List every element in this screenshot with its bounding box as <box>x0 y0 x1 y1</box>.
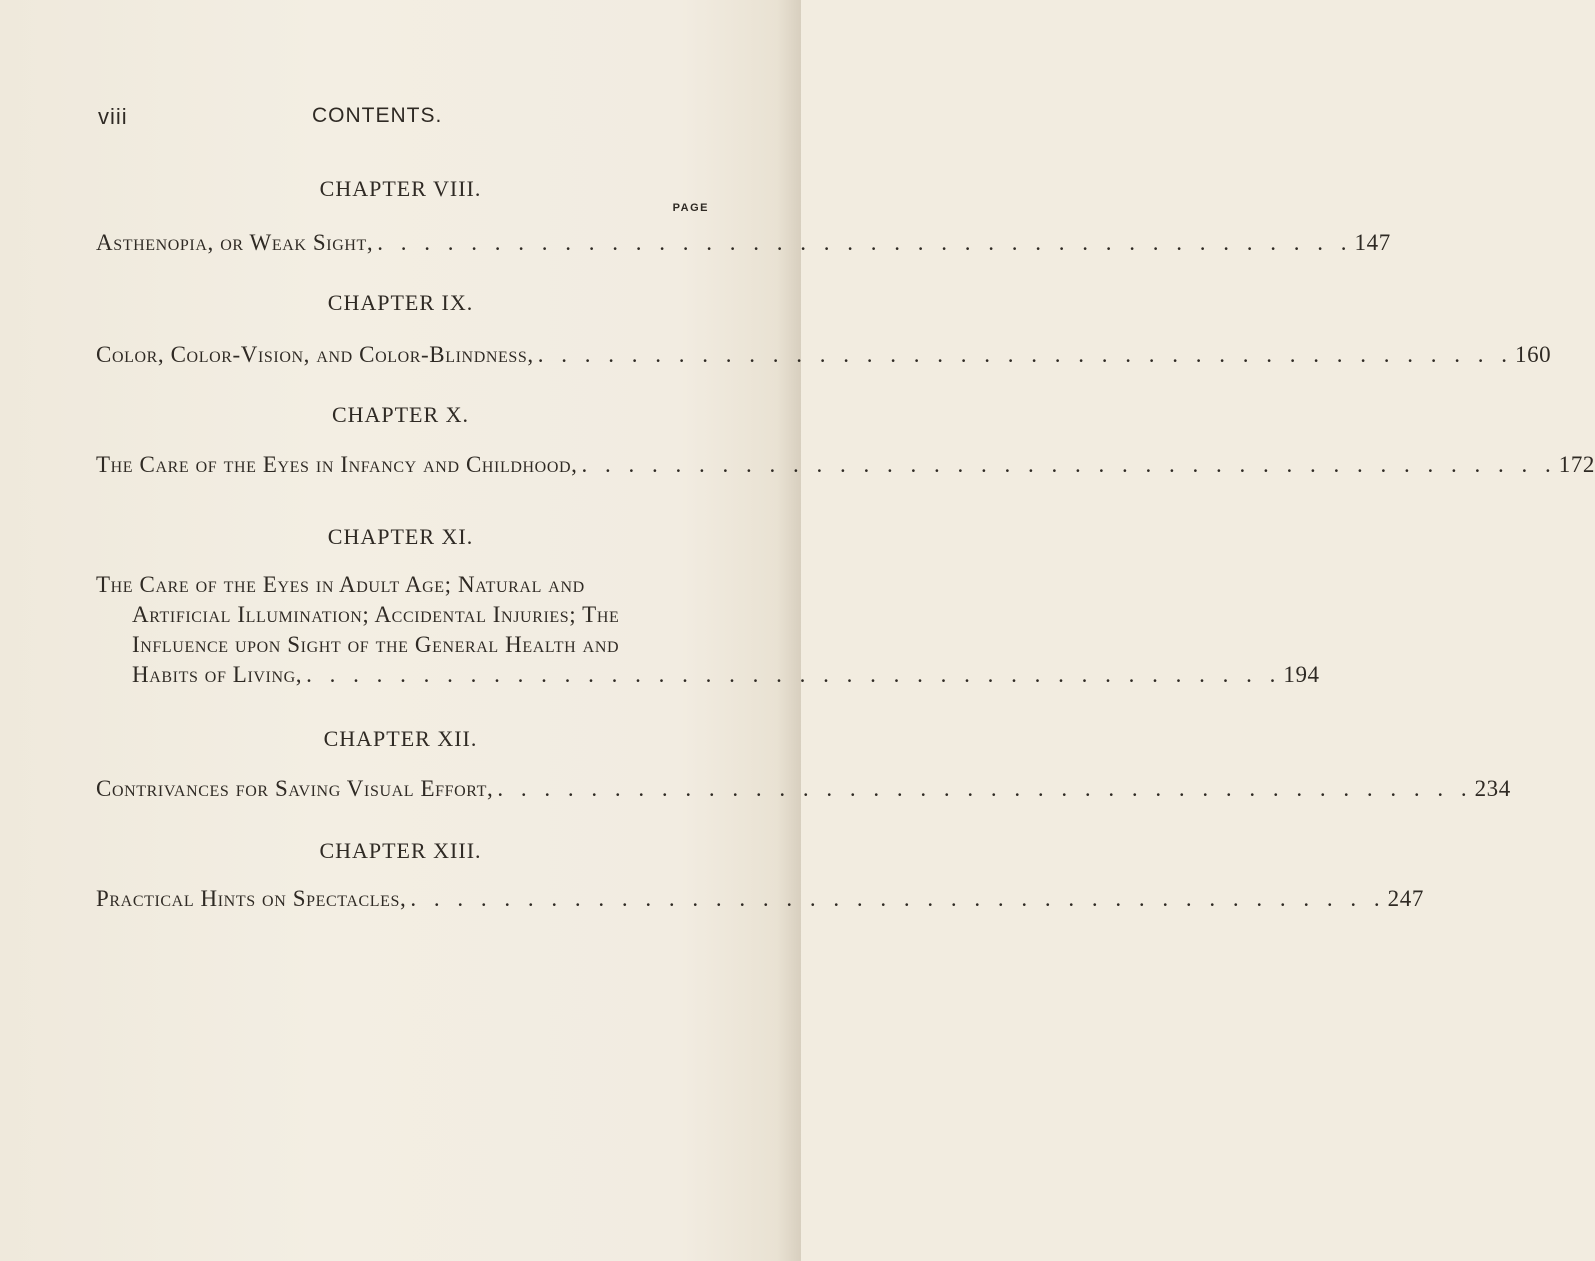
entry-title-line: Artificial Illumination; Accidental Injuries; The <box>132 602 620 627</box>
entry-title: Practical Hints on Spectacles, <box>96 886 407 911</box>
page-header <box>98 104 698 134</box>
chapter-heading: CHAPTER X. <box>331 402 470 427</box>
toc-entry <box>96 774 1511 804</box>
entry-title: Habits of Living, <box>132 662 303 687</box>
toc-entry <box>96 228 1391 258</box>
chapter-heading: CHAPTER VIII. <box>319 176 482 201</box>
toc-entry <box>96 340 1552 370</box>
entry-page-number: 247 <box>1387 886 1424 911</box>
chapter-heading: CHAPTER XIII. <box>319 838 482 863</box>
dot-leader: . . . . . . . . . . . . . . . . . . . . . . . . . . . . . . . . . . . . . . . . . . <box>410 886 1386 911</box>
dot-leader: . . . . . . . . . . . . . . . . . . . . . . . . . . . . . . . . . . . . . . . . . . <box>306 662 1282 687</box>
toc-entry <box>96 570 1320 690</box>
entry-page-number: 234 <box>1474 776 1511 801</box>
chapter-heading: CHAPTER XII. <box>323 726 478 751</box>
entry-title: Color, Color-Vision, and Color-Blindness, <box>96 342 534 367</box>
toc-entry <box>96 450 1595 480</box>
entry-page-number: 147 <box>1354 230 1391 255</box>
entry-title: The Care of the Eyes in Infancy and Childhood, <box>96 452 578 477</box>
dot-leader: . . . . . . . . . . . . . . . . . . . . . . . . . . . . . . . . . . . . . . . . . . <box>377 230 1353 255</box>
dot-leader: . . . . . . . . . . . . . . . . . . . . . . . . . . . . . . . . . . . . . . . . . . <box>497 776 1473 801</box>
entry-title: Asthenopia, or Weak Sight, <box>96 230 374 255</box>
dot-leader: . . . . . . . . . . . . . . . . . . . . . . . . . . . . . . . . . . . . . . . . . . <box>581 452 1557 477</box>
page-column-label: PAGE <box>672 202 709 214</box>
page-folio: viii <box>98 104 128 129</box>
entry-page-number: 172 <box>1558 452 1595 477</box>
entry-page-number: 194 <box>1283 662 1320 687</box>
entry-title: Contrivances for Saving Visual Effort, <box>96 776 494 801</box>
dot-leader: . . . . . . . . . . . . . . . . . . . . . . . . . . . . . . . . . . . . . . . . . . <box>537 342 1513 367</box>
chapter-heading: CHAPTER XI. <box>327 524 474 549</box>
entry-title-line: The Care of the Eyes in Adult Age; Natural and <box>96 572 585 597</box>
toc-entry <box>96 884 1424 914</box>
chapter-heading: CHAPTER IX. <box>327 290 474 315</box>
entry-title-line: Influence upon Sight of the General Health and <box>132 632 620 657</box>
running-head: CONTENTS. <box>312 104 443 127</box>
entry-page-number: 160 <box>1514 342 1552 367</box>
